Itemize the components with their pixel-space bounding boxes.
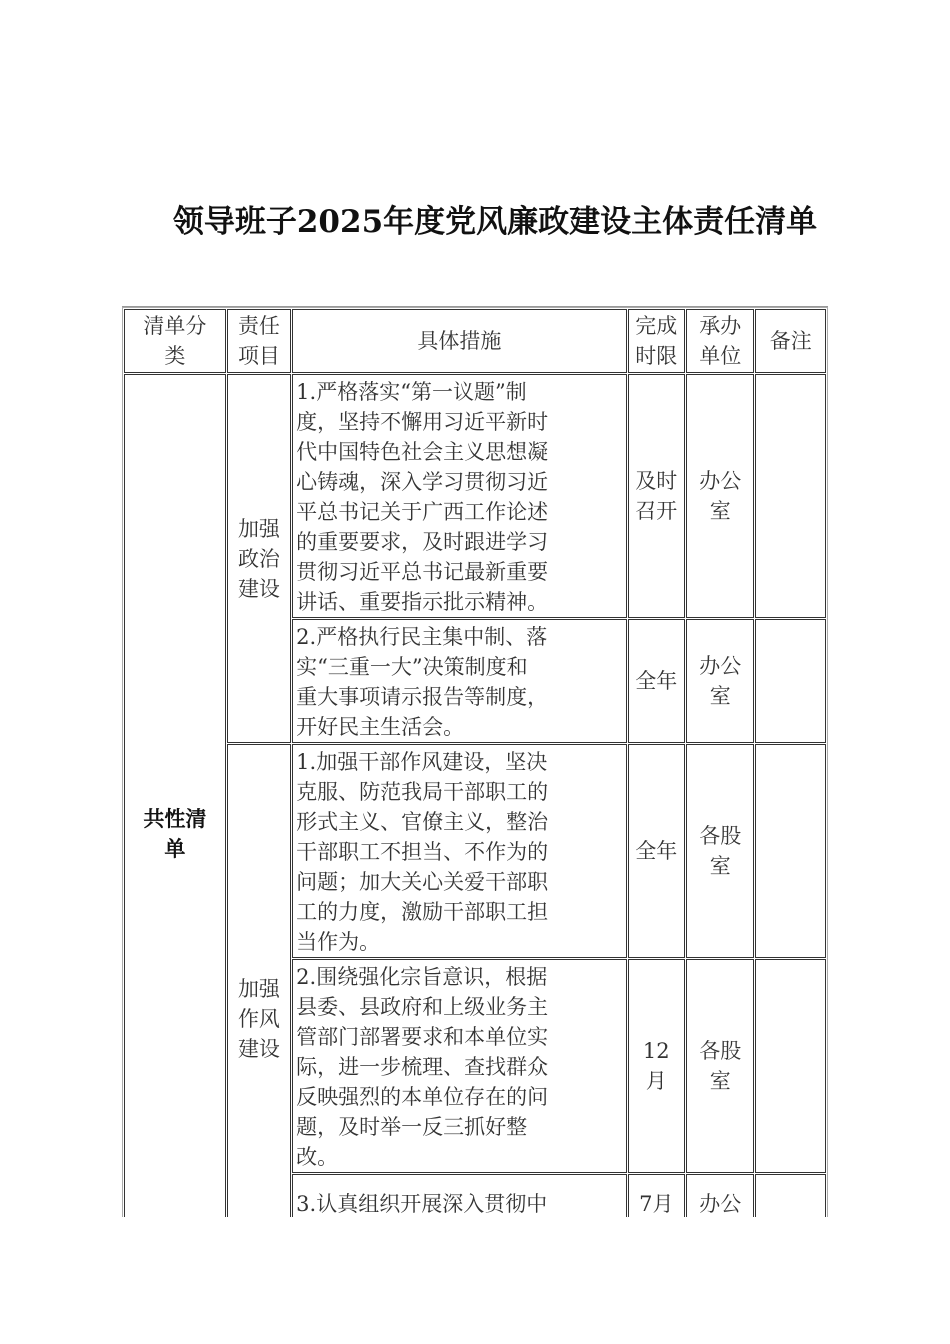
- header-category: 清单分 类: [124, 309, 226, 373]
- unit-cell: 各股 室: [686, 959, 754, 1173]
- table-row: [124, 744, 826, 958]
- deadline-cell: 7月: [628, 1174, 685, 1217]
- measure-cell: 1.加强干部作风建设，坚决 克服、防范我局干部职工的 形式主义、官僚主义，整治 干部职工不担当、不作为的 问题；加大关心关爱干部职 工的力度，激励干部职工担 当作为。: [292, 744, 626, 958]
- deadline-cell: 全年: [628, 744, 685, 958]
- item-cell: 加强 政治 建设: [227, 374, 291, 743]
- measure-cell: 1.严格落实“第一议题”制 度，坚持不懈用习近平新时 代中国特色社会主义思想凝 心铸魂，深入学习贯彻习近 平总书记关于广西工作论述 的重要要求，及时跟进学习 贯彻习近平总书记最新重要 讲话、重要指示批示精神。: [292, 374, 626, 618]
- note-cell: [755, 1174, 826, 1217]
- note-cell: [755, 619, 826, 743]
- header-unit: 承办 单位: [686, 309, 754, 373]
- deadline-cell: 全年: [628, 619, 685, 743]
- deadline-cell: 及时 召开: [628, 374, 685, 618]
- note-cell: [755, 744, 826, 958]
- deadline-cell: 12 月: [628, 959, 685, 1173]
- header-note: 备注: [755, 309, 826, 373]
- note-cell: [755, 374, 826, 618]
- unit-cell: 办公 室: [686, 619, 754, 743]
- unit-cell: 各股 室: [686, 744, 754, 958]
- item-cell: 加强 作风 建设: [227, 744, 291, 1217]
- measure-cell: 2.围绕强化宗旨意识，根据 县委、县政府和上级业务主 管部门部署要求和本单位实 际，进一步梳理、查找群众 反映强烈的本单位存在的问 题，及时举一反三抓好整 改。: [292, 959, 626, 1173]
- responsibility-table-wrapper: [122, 306, 828, 1217]
- note-cell: [755, 959, 826, 1173]
- unit-cell: 办公 室: [686, 374, 754, 618]
- measure-cell: 3.认真组织开展深入贯彻中: [292, 1174, 626, 1217]
- responsibility-table: [122, 307, 828, 1217]
- unit-cell: 办公: [686, 1174, 754, 1217]
- header-item: 责任 项目: [227, 309, 291, 373]
- table-row: [124, 374, 826, 618]
- category-cell: 共性清 单: [124, 374, 226, 1217]
- document-title: 领导班子2025年度党风廉政建设主体责任清单: [172, 204, 818, 240]
- header-row: [124, 309, 826, 373]
- header-measures: 具体措施: [292, 309, 626, 373]
- header-deadline: 完成 时限: [628, 309, 685, 373]
- measure-cell: 2.严格执行民主集中制、落 实“三重一大”决策制度和 重大事项请示报告等制度， 开好民主生活会。: [292, 619, 626, 743]
